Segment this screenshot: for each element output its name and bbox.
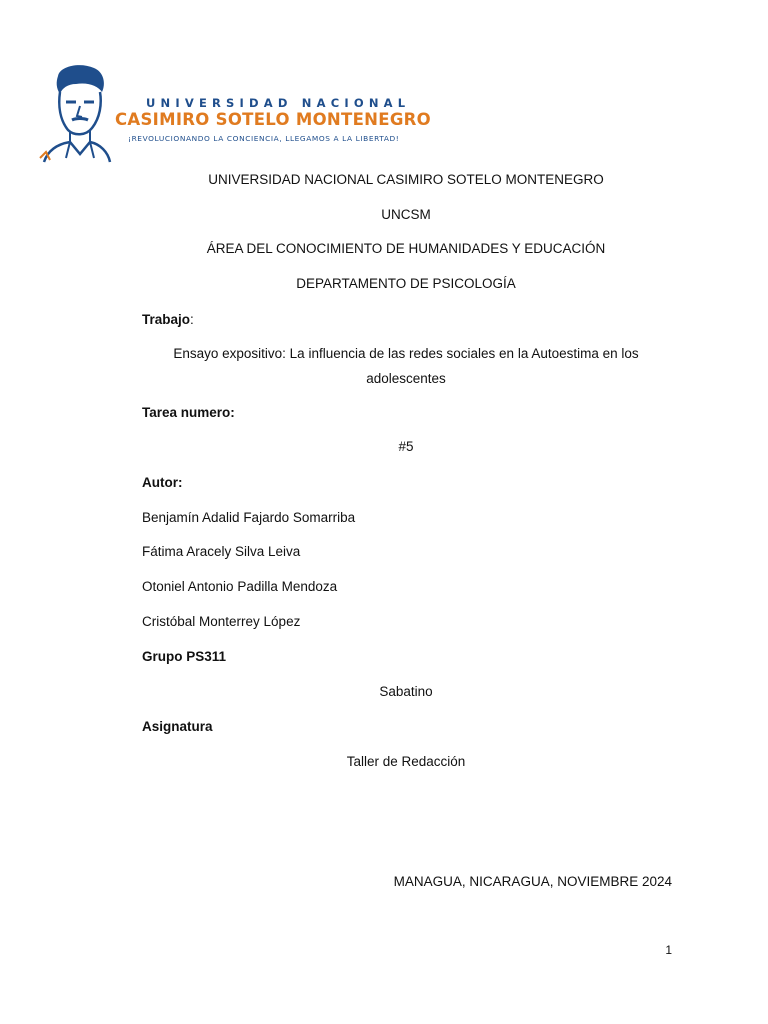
work-title: Ensayo expositivo: La influencia de las redes sociales en la Autoestima en los adolescentes — [173, 346, 639, 386]
knowledge-area: ÁREA DEL CONOCIMIENTO DE HUMANIDADES Y EDUCACIÓN — [206, 241, 606, 256]
logo-text-line2: CASIMIRO SOTELO MONTENEGRO — [115, 110, 432, 129]
place-date: MANAGUA, NICARAGUA, NOVIEMBRE 2024 — [393, 874, 672, 889]
group-label: Grupo PS311 — [142, 649, 227, 664]
task-value: #5 — [398, 439, 414, 454]
subject-label: Asignatura — [142, 719, 213, 734]
university-acronym: UNCSM — [381, 207, 431, 222]
author-name: Otoniel Antonio Padilla Mendoza — [142, 579, 338, 594]
work-label-colon: : — [190, 312, 194, 327]
author-name: Fátima Aracely Silva Leiva — [142, 544, 301, 559]
work-label-row — [142, 311, 194, 329]
university-name: UNIVERSIDAD NACIONAL CASIMIRO SOTELO MONTENEGRO — [208, 172, 604, 187]
university-logo — [36, 62, 432, 166]
department: DEPARTAMENTO DE PSICOLOGÍA — [296, 276, 516, 291]
page-number: 1 — [665, 943, 672, 957]
author-name: Cristóbal Monterrey López — [142, 614, 301, 629]
author-label: Autor: — [142, 475, 183, 490]
portrait-icon — [36, 62, 114, 166]
work-label: Trabajo — [142, 312, 191, 327]
logo-text-line1: UNIVERSIDAD NACIONAL — [146, 96, 411, 110]
logo-slogan: ¡REVOLUCIONANDO LA CONCIENCIA, LLEGAMOS A LA LIBERTAD! — [128, 134, 400, 143]
subject-value: Taller de Redacción — [346, 754, 466, 769]
task-label: Tarea numero: — [142, 405, 235, 420]
author-name: Benjamín Adalid Fajardo Somarriba — [142, 510, 356, 525]
group-value: Sabatino — [379, 684, 433, 699]
